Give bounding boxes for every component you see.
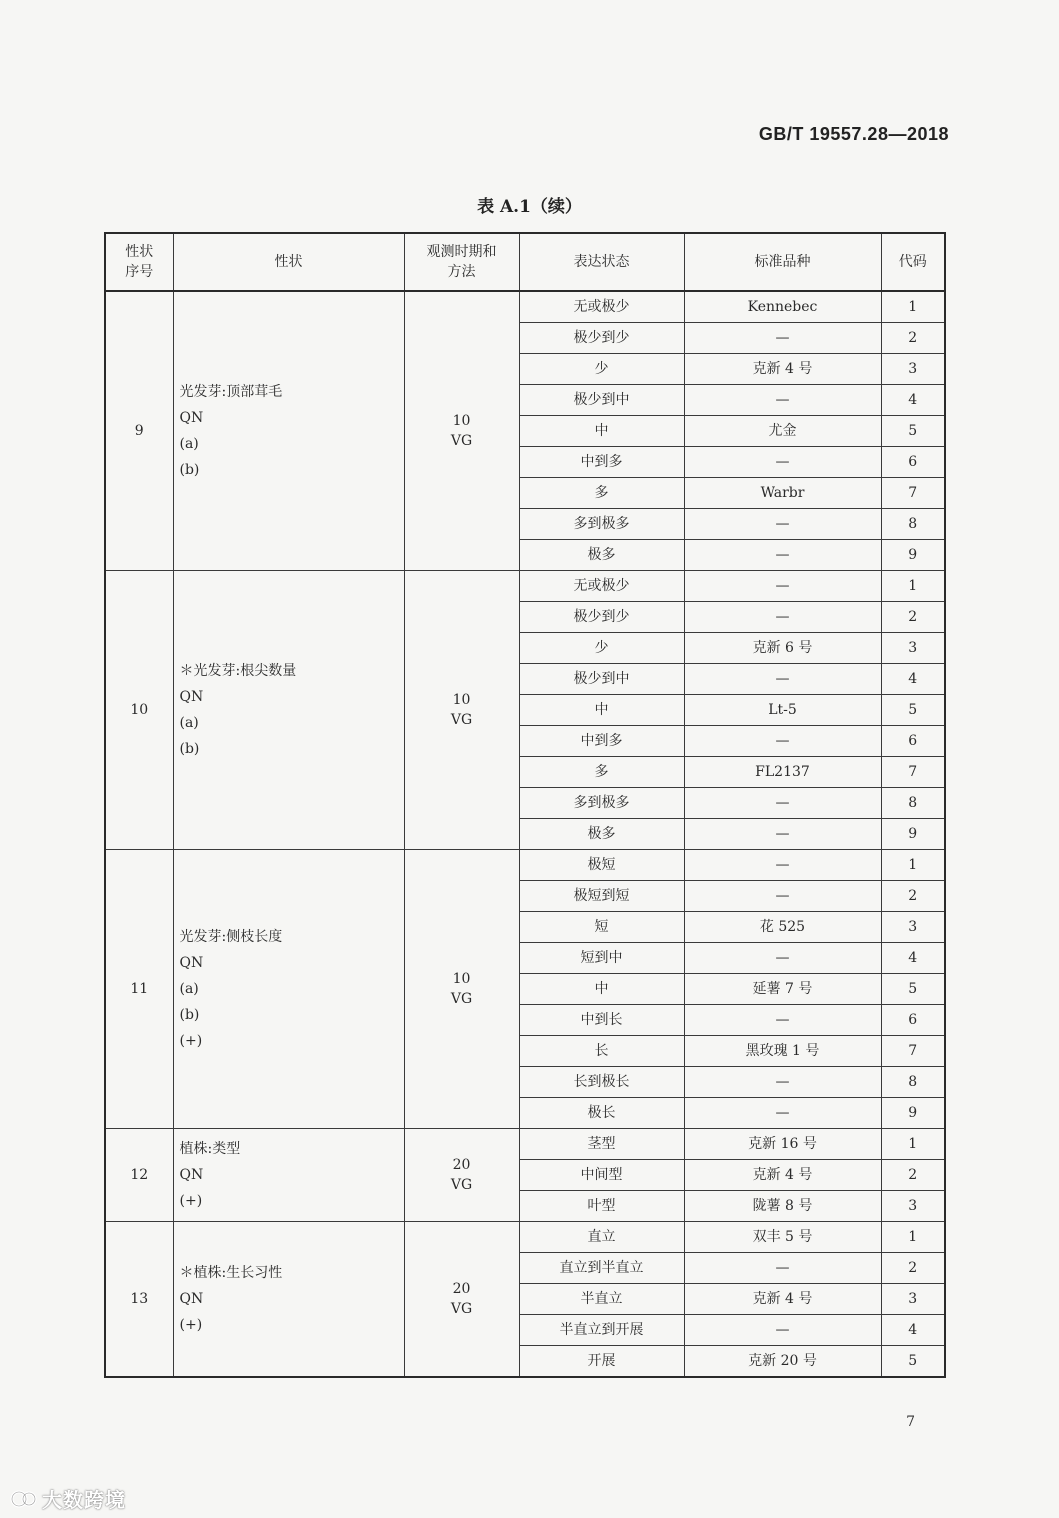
expression-state: 多	[519, 478, 684, 509]
code-value: 9	[881, 1098, 945, 1129]
code-value: 6	[881, 726, 945, 757]
trait-line: QN	[179, 955, 204, 971]
observation-line: 10	[452, 413, 471, 429]
standard-variety: —	[684, 726, 881, 757]
code-value: 1	[881, 850, 945, 881]
standard-variety: 尤金	[684, 416, 881, 447]
standard-variety: —	[684, 1067, 881, 1098]
trait-line: (b)	[179, 1007, 200, 1023]
standard-variety: 花 525	[684, 912, 881, 943]
code-value: 7	[881, 1036, 945, 1067]
standard-variety: —	[684, 509, 881, 540]
standard-variety: 双丰 5 号	[684, 1222, 881, 1253]
code-value: 4	[881, 385, 945, 416]
expression-state: 短到中	[519, 943, 684, 974]
trait-line: QN	[179, 689, 204, 705]
standard-variety: 克新 4 号	[684, 1160, 881, 1191]
standard-variety: —	[684, 943, 881, 974]
observation-line: 10	[452, 692, 471, 708]
header-trait: 性状	[173, 233, 404, 291]
code-value: 5	[881, 416, 945, 447]
expression-state: 半直立	[519, 1284, 684, 1315]
trait-line: 光发芽:侧枝长度	[179, 929, 283, 945]
expression-state: 中到长	[519, 1005, 684, 1036]
expression-state: 极长	[519, 1098, 684, 1129]
observation-method	[404, 571, 519, 850]
expression-state: 中	[519, 695, 684, 726]
code-value: 4	[881, 1315, 945, 1346]
code-value: 1	[881, 571, 945, 602]
code-value: 3	[881, 354, 945, 385]
code-value: 4	[881, 943, 945, 974]
expression-state: 无或极少	[519, 571, 684, 602]
expression-state: 直立	[519, 1222, 684, 1253]
standard-variety: —	[684, 1098, 881, 1129]
observation-line: 20	[452, 1281, 471, 1297]
standard-variety: —	[684, 819, 881, 850]
expression-state: 极多	[519, 819, 684, 850]
observation-line: VG	[450, 1301, 473, 1317]
standard-variety: 克新 4 号	[684, 1284, 881, 1315]
code-value: 5	[881, 695, 945, 726]
code-value: 8	[881, 788, 945, 819]
header-variety: 标准品种	[684, 233, 881, 291]
expression-state: 少	[519, 633, 684, 664]
trait-line: (b)	[179, 462, 200, 478]
trait-line: (+)	[179, 1193, 203, 1209]
expression-state: 直立到半直立	[519, 1253, 684, 1284]
expression-state: 极少到少	[519, 323, 684, 354]
trait-number: 9	[105, 291, 173, 571]
observation-method	[404, 1222, 519, 1378]
table-row	[105, 291, 945, 323]
trait-line: (a)	[179, 715, 199, 731]
code-value: 8	[881, 509, 945, 540]
expression-state: 中到多	[519, 726, 684, 757]
standard-variety: —	[684, 788, 881, 819]
code-value: 4	[881, 664, 945, 695]
standard-variety: 克新 20 号	[684, 1346, 881, 1378]
observation-line: 10	[452, 971, 471, 987]
trait-number: 11	[105, 850, 173, 1129]
expression-state: 少	[519, 354, 684, 385]
code-value: 3	[881, 1191, 945, 1222]
expression-state: 极短到短	[519, 881, 684, 912]
code-value: 5	[881, 974, 945, 1005]
standard-variety: FL2137	[684, 757, 881, 788]
trait-line: ＊光发芽:根尖数量	[179, 663, 297, 679]
code-value: 2	[881, 1160, 945, 1191]
code-value: 1	[881, 1222, 945, 1253]
table-row	[105, 571, 945, 602]
standard-variety: —	[684, 447, 881, 478]
standard-variety: 延薯 7 号	[684, 974, 881, 1005]
standard-variety: —	[684, 602, 881, 633]
standard-variety: 陇薯 8 号	[684, 1191, 881, 1222]
standard-variety: Warbr	[684, 478, 881, 509]
header-observation: 观测时期和 方法	[404, 233, 519, 291]
standard-variety: 克新 6 号	[684, 633, 881, 664]
code-value: 3	[881, 633, 945, 664]
header-code: 代码	[881, 233, 945, 291]
standard-variety: Lt-5	[684, 695, 881, 726]
standard-variety: —	[684, 1005, 881, 1036]
standard-variety: 黑玫瑰 1 号	[684, 1036, 881, 1067]
expression-state: 叶型	[519, 1191, 684, 1222]
trait-line: QN	[179, 1167, 204, 1183]
trait-line: ＊植株:生长习性	[179, 1265, 283, 1281]
trait-line: (+)	[179, 1317, 203, 1333]
observation-line: VG	[450, 712, 473, 728]
code-value: 6	[881, 1005, 945, 1036]
standard-variety: —	[684, 323, 881, 354]
code-value: 2	[881, 602, 945, 633]
code-value: 5	[881, 1346, 945, 1378]
watermark	[10, 1484, 126, 1513]
standard-variety: —	[684, 540, 881, 571]
standard-variety: —	[684, 1315, 881, 1346]
code-value: 3	[881, 1284, 945, 1315]
expression-state: 中	[519, 416, 684, 447]
trait-line: 光发芽:顶部茸毛	[179, 384, 283, 400]
table-header-row	[105, 233, 945, 291]
trait-description	[173, 1222, 404, 1378]
observation-line: VG	[450, 433, 473, 449]
trait-description	[173, 850, 404, 1129]
trait-line: (b)	[179, 741, 200, 757]
standard-variety: —	[684, 664, 881, 695]
observation-line: VG	[450, 991, 473, 1007]
code-value: 1	[881, 1129, 945, 1160]
expression-state: 极短	[519, 850, 684, 881]
expression-state: 中间型	[519, 1160, 684, 1191]
standard-variety: —	[684, 571, 881, 602]
expression-state: 极少到少	[519, 602, 684, 633]
code-value: 9	[881, 540, 945, 571]
trait-description	[173, 291, 404, 571]
observation-method	[404, 850, 519, 1129]
standard-variety: —	[684, 850, 881, 881]
observation-method	[404, 1129, 519, 1222]
trait-line: QN	[179, 410, 204, 426]
expression-state: 多到极多	[519, 509, 684, 540]
observation-line: VG	[450, 1177, 473, 1193]
table-row	[105, 1222, 945, 1253]
standard-code: GB/T 19557.28—2018	[758, 124, 949, 144]
expression-state: 中到多	[519, 447, 684, 478]
trait-number: 12	[105, 1129, 173, 1222]
table-row	[105, 1129, 945, 1160]
standard-variety: —	[684, 385, 881, 416]
expression-state: 无或极少	[519, 291, 684, 323]
expression-state: 茎型	[519, 1129, 684, 1160]
trait-description	[173, 571, 404, 850]
table-row	[105, 850, 945, 881]
expression-state: 开展	[519, 1346, 684, 1378]
code-value: 2	[881, 323, 945, 354]
trait-line: (+)	[179, 1033, 203, 1049]
trait-line: QN	[179, 1291, 204, 1307]
expression-state: 半直立到开展	[519, 1315, 684, 1346]
trait-number: 10	[105, 571, 173, 850]
expression-state: 极少到中	[519, 385, 684, 416]
code-value: 8	[881, 1067, 945, 1098]
standard-variety: 克新 4 号	[684, 354, 881, 385]
expression-state: 长	[519, 1036, 684, 1067]
standard-variety: —	[684, 881, 881, 912]
code-value: 2	[881, 881, 945, 912]
expression-state: 极少到中	[519, 664, 684, 695]
standard-variety: —	[684, 1253, 881, 1284]
watermark-logo-icon	[10, 1488, 38, 1510]
trait-line: 植株:类型	[179, 1141, 241, 1157]
standard-variety: Kennebec	[684, 291, 881, 323]
code-value: 9	[881, 819, 945, 850]
trait-line: (a)	[179, 981, 199, 997]
page-number: 7	[906, 1414, 915, 1430]
observation-method	[404, 291, 519, 571]
code-value: 7	[881, 478, 945, 509]
table-body	[105, 291, 945, 1377]
standard-variety: 克新 16 号	[684, 1129, 881, 1160]
observation-line: 20	[452, 1157, 471, 1173]
expression-state: 多到极多	[519, 788, 684, 819]
trait-description	[173, 1129, 404, 1222]
watermark-text: 大数跨境	[42, 1488, 126, 1512]
code-value: 6	[881, 447, 945, 478]
code-value: 3	[881, 912, 945, 943]
table-caption: 表 A.1（续）	[477, 197, 582, 217]
header-no: 性状 序号	[105, 233, 173, 291]
trait-line: (a)	[179, 436, 199, 452]
code-value: 1	[881, 291, 945, 323]
code-value: 7	[881, 757, 945, 788]
expression-state: 中	[519, 974, 684, 1005]
code-value: 2	[881, 1253, 945, 1284]
expression-state: 极多	[519, 540, 684, 571]
traits-table	[104, 232, 946, 1378]
expression-state: 多	[519, 757, 684, 788]
trait-number: 13	[105, 1222, 173, 1378]
expression-state: 长到极长	[519, 1067, 684, 1098]
expression-state: 短	[519, 912, 684, 943]
header-expression: 表达状态	[519, 233, 684, 291]
